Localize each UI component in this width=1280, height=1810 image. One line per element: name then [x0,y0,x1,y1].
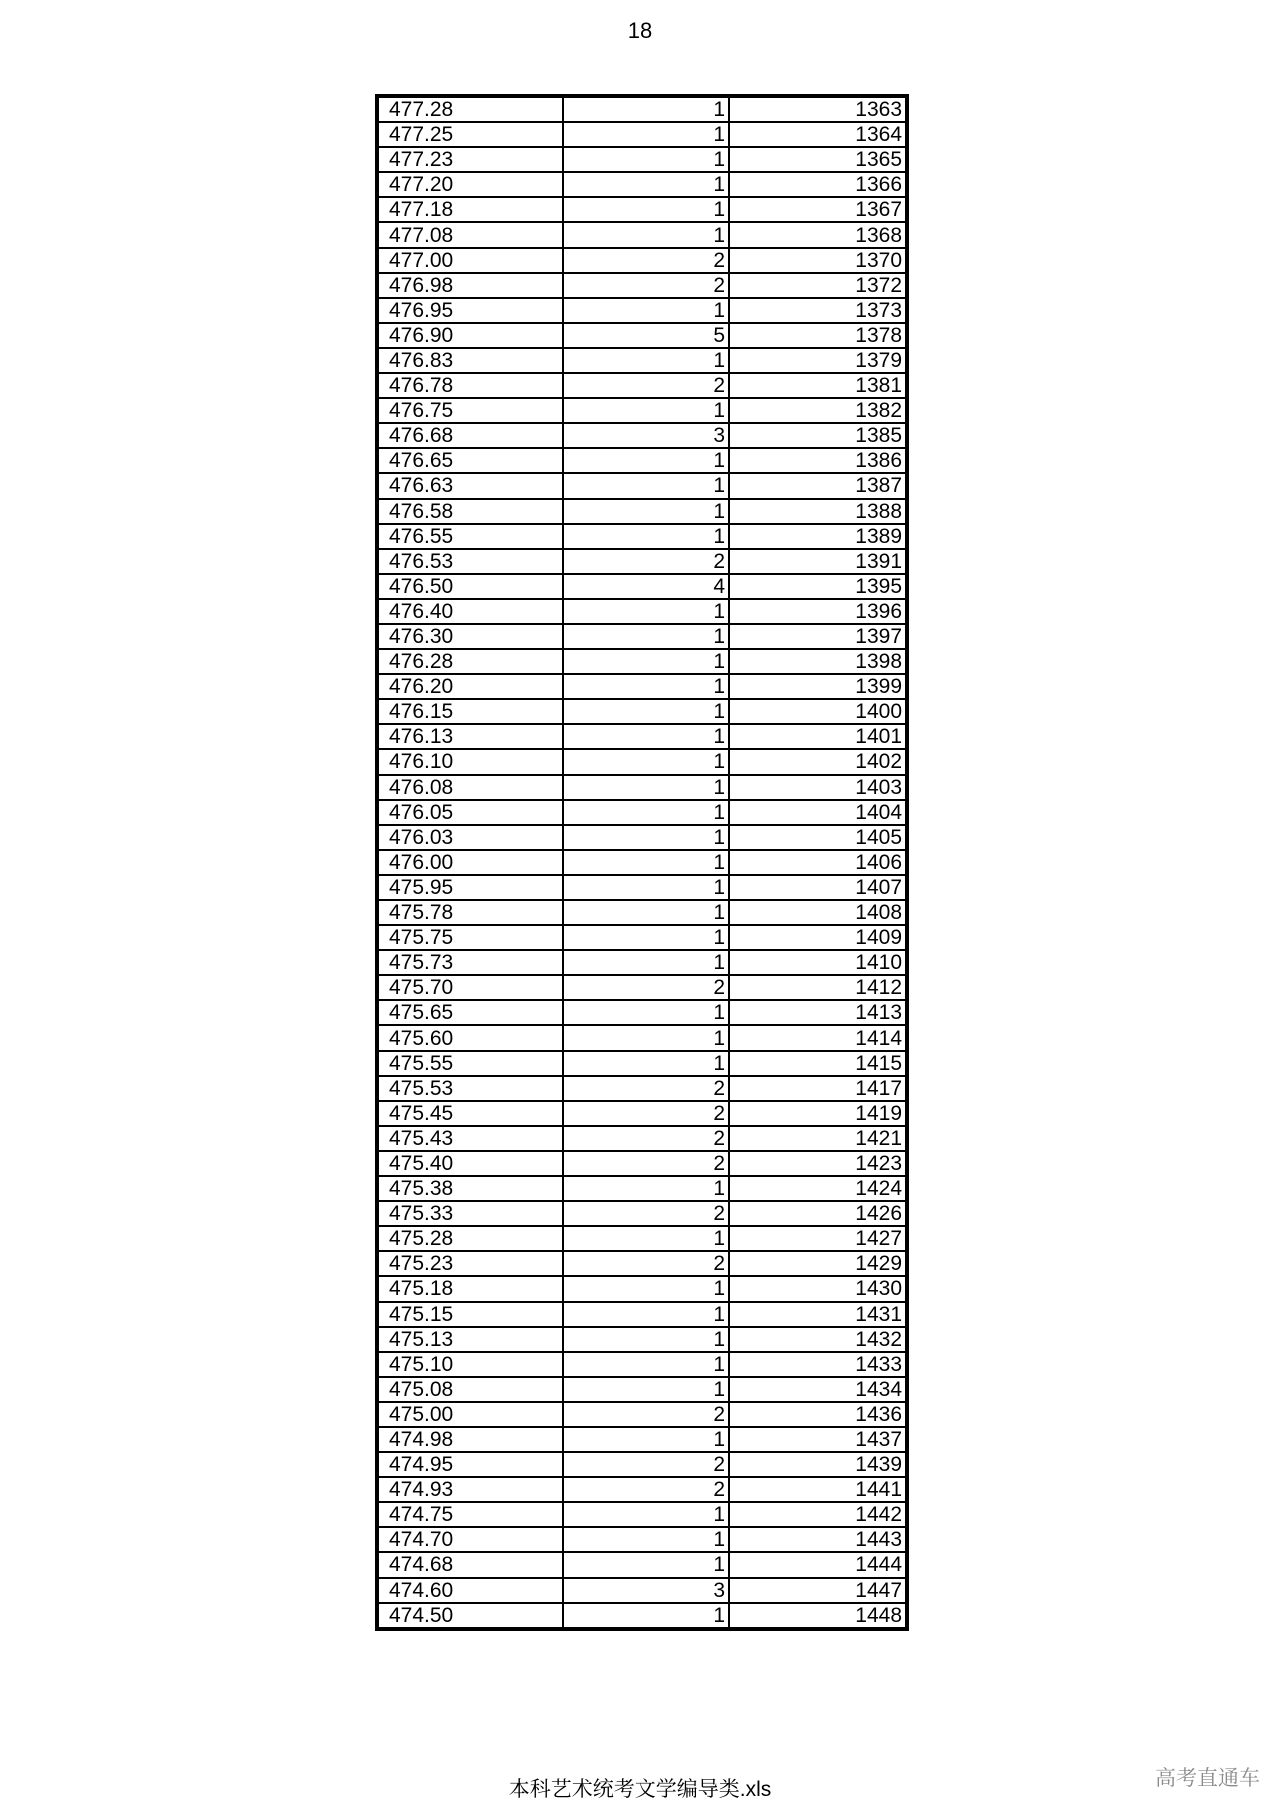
score-cell: 476.83 [378,348,563,373]
score-cell: 474.50 [378,1603,563,1628]
count-cell: 1 [563,1352,729,1377]
score-cell: 477.20 [378,172,563,197]
table-row [378,649,906,674]
cumulative-cell: 1404 [729,800,906,825]
score-cell: 474.60 [378,1578,563,1603]
score-cell: 477.28 [378,97,563,122]
cumulative-cell: 1385 [729,423,906,448]
cumulative-cell: 1413 [729,1000,906,1025]
cumulative-cell: 1410 [729,950,906,975]
table-row [378,1352,906,1377]
cumulative-cell: 1387 [729,473,906,498]
score-cell: 476.53 [378,549,563,574]
cumulative-cell: 1367 [729,197,906,222]
cumulative-cell: 1382 [729,398,906,423]
table-row [378,524,906,549]
score-cell: 476.95 [378,298,563,323]
page-number: 18 [627,18,653,43]
count-cell: 1 [563,1176,729,1201]
cumulative-cell: 1397 [729,624,906,649]
cumulative-cell: 1409 [729,925,906,950]
cumulative-cell: 1436 [729,1402,906,1427]
cumulative-cell: 1443 [729,1527,906,1552]
score-cell: 474.93 [378,1477,563,1502]
table-row [378,1101,906,1126]
cumulative-cell: 1396 [729,599,906,624]
cumulative-cell: 1432 [729,1327,906,1352]
cumulative-cell: 1378 [729,323,906,348]
score-cell: 475.33 [378,1201,563,1226]
count-cell: 1 [563,348,729,373]
table-row [378,1201,906,1226]
cumulative-cell: 1366 [729,172,906,197]
count-cell: 1 [563,850,729,875]
score-cell: 476.63 [378,473,563,498]
score-cell: 476.00 [378,850,563,875]
cumulative-cell: 1412 [729,975,906,1000]
score-cell: 476.75 [378,398,563,423]
score-cell: 476.20 [378,674,563,699]
table-row [378,1000,906,1025]
count-cell: 1 [563,398,729,423]
table-row [378,448,906,473]
count-cell: 1 [563,172,729,197]
count-cell: 1 [563,298,729,323]
score-cell: 475.00 [378,1402,563,1427]
cumulative-cell: 1401 [729,724,906,749]
count-cell: 1 [563,875,729,900]
table-row [378,197,906,222]
score-cell: 475.78 [378,900,563,925]
table-row [378,1502,906,1527]
score-cell: 475.18 [378,1276,563,1301]
table-row [378,1251,906,1276]
score-table-body [378,97,906,1628]
score-cell: 476.28 [378,649,563,674]
table-row [378,1552,906,1577]
table-row [378,273,906,298]
count-cell: 2 [563,1201,729,1226]
count-cell: 3 [563,423,729,448]
score-cell: 476.50 [378,574,563,599]
count-cell: 3 [563,1578,729,1603]
cumulative-cell: 1364 [729,122,906,147]
table-row [378,1276,906,1301]
table-row [378,850,906,875]
table-row [378,825,906,850]
cumulative-cell: 1400 [729,699,906,724]
cumulative-cell: 1431 [729,1302,906,1327]
cumulative-cell: 1447 [729,1578,906,1603]
table-row [378,549,906,574]
cumulative-cell: 1414 [729,1025,906,1050]
cumulative-cell: 1429 [729,1251,906,1276]
score-cell: 477.00 [378,248,563,273]
cumulative-cell: 1430 [729,1276,906,1301]
count-cell: 1 [563,524,729,549]
cumulative-cell: 1370 [729,248,906,273]
table-row [378,950,906,975]
score-cell: 475.28 [378,1226,563,1251]
count-cell: 2 [563,373,729,398]
count-cell: 1 [563,197,729,222]
count-cell: 1 [563,825,729,850]
cumulative-cell: 1403 [729,775,906,800]
table-row [378,900,906,925]
score-cell: 476.98 [378,273,563,298]
table-row [378,599,906,624]
score-cell: 476.55 [378,524,563,549]
cumulative-cell: 1372 [729,273,906,298]
cumulative-cell: 1368 [729,222,906,247]
table-row [378,1402,906,1427]
count-cell: 2 [563,1076,729,1101]
cumulative-cell: 1399 [729,674,906,699]
count-cell: 2 [563,1477,729,1502]
count-cell: 1 [563,674,729,699]
cumulative-cell: 1398 [729,649,906,674]
table-row [378,348,906,373]
score-cell: 475.45 [378,1101,563,1126]
cumulative-cell: 1395 [729,574,906,599]
score-cell: 475.60 [378,1025,563,1050]
count-cell: 1 [563,1327,729,1352]
score-cell: 476.03 [378,825,563,850]
score-cell: 475.43 [378,1126,563,1151]
count-cell: 2 [563,549,729,574]
cumulative-cell: 1406 [729,850,906,875]
table-row [378,1302,906,1327]
cumulative-cell: 1389 [729,524,906,549]
count-cell: 1 [563,1302,729,1327]
score-cell: 474.75 [378,1502,563,1527]
cumulative-cell: 1442 [729,1502,906,1527]
cumulative-cell: 1426 [729,1201,906,1226]
score-table [377,96,907,1629]
count-cell: 1 [563,749,729,774]
score-cell: 476.90 [378,323,563,348]
count-cell: 1 [563,473,729,498]
table-row [378,724,906,749]
cumulative-cell: 1437 [729,1427,906,1452]
table-row [378,1527,906,1552]
score-cell: 476.40 [378,599,563,624]
table-row [378,1226,906,1251]
cumulative-cell: 1441 [729,1477,906,1502]
table-row [378,1427,906,1452]
score-cell: 474.70 [378,1527,563,1552]
table-row [378,1176,906,1201]
score-cell: 475.53 [378,1076,563,1101]
table-row [378,473,906,498]
table-row [378,800,906,825]
count-cell: 1 [563,649,729,674]
score-cell: 474.68 [378,1552,563,1577]
count-cell: 1 [563,699,729,724]
count-cell: 1 [563,448,729,473]
cumulative-cell: 1381 [729,373,906,398]
count-cell: 2 [563,975,729,1000]
count-cell: 2 [563,273,729,298]
table-row [378,172,906,197]
score-cell: 477.23 [378,147,563,172]
cumulative-cell: 1424 [729,1176,906,1201]
score-table-container [375,94,909,1631]
score-cell: 477.18 [378,197,563,222]
count-cell: 1 [563,1552,729,1577]
table-row [378,122,906,147]
count-cell: 1 [563,1603,729,1628]
score-cell: 476.08 [378,775,563,800]
cumulative-cell: 1388 [729,499,906,524]
count-cell: 2 [563,248,729,273]
count-cell: 1 [563,122,729,147]
table-row [378,1051,906,1076]
table-row [378,147,906,172]
count-cell: 1 [563,624,729,649]
score-cell: 474.98 [378,1427,563,1452]
count-cell: 4 [563,574,729,599]
cumulative-cell: 1386 [729,448,906,473]
count-cell: 1 [563,147,729,172]
score-cell: 475.15 [378,1302,563,1327]
cumulative-cell: 1448 [729,1603,906,1628]
count-cell: 1 [563,950,729,975]
cumulative-cell: 1444 [729,1552,906,1577]
count-cell: 1 [563,1276,729,1301]
score-cell: 475.08 [378,1377,563,1402]
table-row [378,398,906,423]
table-row [378,975,906,1000]
count-cell: 1 [563,900,729,925]
table-row [378,499,906,524]
table-row [378,1076,906,1101]
score-cell: 475.23 [378,1251,563,1276]
cumulative-cell: 1373 [729,298,906,323]
table-row [378,1126,906,1151]
score-cell: 474.95 [378,1452,563,1477]
score-cell: 475.70 [378,975,563,1000]
table-row [378,775,906,800]
score-cell: 476.58 [378,499,563,524]
count-cell: 1 [563,599,729,624]
cumulative-cell: 1407 [729,875,906,900]
cumulative-cell: 1439 [729,1452,906,1477]
count-cell: 1 [563,775,729,800]
score-cell: 475.40 [378,1151,563,1176]
count-cell: 1 [563,1527,729,1552]
table-row [378,875,906,900]
table-row [378,1327,906,1352]
cumulative-cell: 1379 [729,348,906,373]
count-cell: 1 [563,97,729,122]
cumulative-cell: 1417 [729,1076,906,1101]
count-cell: 1 [563,800,729,825]
score-cell: 475.65 [378,1000,563,1025]
cumulative-cell: 1427 [729,1226,906,1251]
count-cell: 2 [563,1452,729,1477]
table-row [378,925,906,950]
count-cell: 1 [563,724,729,749]
footer-filename: 本科艺术统考文学编导类.xls [508,1778,772,1801]
table-row [378,1025,906,1050]
cumulative-cell: 1363 [729,97,906,122]
score-cell: 476.65 [378,448,563,473]
table-row [378,1377,906,1402]
cumulative-cell: 1408 [729,900,906,925]
table-row [378,222,906,247]
cumulative-cell: 1423 [729,1151,906,1176]
table-row [378,1578,906,1603]
cumulative-cell: 1391 [729,549,906,574]
count-cell: 2 [563,1402,729,1427]
table-row [378,373,906,398]
score-cell: 475.55 [378,1051,563,1076]
table-row [378,749,906,774]
table-row [378,574,906,599]
score-cell: 476.15 [378,699,563,724]
cumulative-cell: 1365 [729,147,906,172]
table-row [378,298,906,323]
cumulative-cell: 1405 [729,825,906,850]
watermark: 高考直通车 [1155,1767,1260,1790]
count-cell: 2 [563,1151,729,1176]
count-cell: 1 [563,925,729,950]
cumulative-cell: 1415 [729,1051,906,1076]
score-cell: 475.73 [378,950,563,975]
table-row [378,699,906,724]
score-cell: 475.75 [378,925,563,950]
count-cell: 1 [563,1377,729,1402]
score-cell: 476.68 [378,423,563,448]
cumulative-cell: 1402 [729,749,906,774]
cumulative-cell: 1434 [729,1377,906,1402]
table-row [378,1603,906,1628]
count-cell: 1 [563,1000,729,1025]
score-cell: 477.25 [378,122,563,147]
count-cell: 1 [563,1025,729,1050]
cumulative-cell: 1433 [729,1352,906,1377]
score-cell: 477.08 [378,222,563,247]
count-cell: 1 [563,222,729,247]
table-row [378,1151,906,1176]
count-cell: 1 [563,1502,729,1527]
score-cell: 476.05 [378,800,563,825]
count-cell: 2 [563,1251,729,1276]
score-cell: 476.13 [378,724,563,749]
table-row [378,674,906,699]
table-row [378,1477,906,1502]
count-cell: 1 [563,499,729,524]
table-row [378,624,906,649]
score-cell: 475.38 [378,1176,563,1201]
score-cell: 475.13 [378,1327,563,1352]
count-cell: 5 [563,323,729,348]
count-cell: 2 [563,1101,729,1126]
table-row [378,97,906,122]
table-row [378,1452,906,1477]
score-cell: 475.95 [378,875,563,900]
table-row [378,323,906,348]
score-cell: 476.10 [378,749,563,774]
table-row [378,248,906,273]
table-row [378,423,906,448]
count-cell: 1 [563,1427,729,1452]
count-cell: 1 [563,1051,729,1076]
count-cell: 2 [563,1126,729,1151]
count-cell: 1 [563,1226,729,1251]
score-cell: 475.10 [378,1352,563,1377]
score-cell: 476.78 [378,373,563,398]
score-cell: 476.30 [378,624,563,649]
cumulative-cell: 1421 [729,1126,906,1151]
cumulative-cell: 1419 [729,1101,906,1126]
